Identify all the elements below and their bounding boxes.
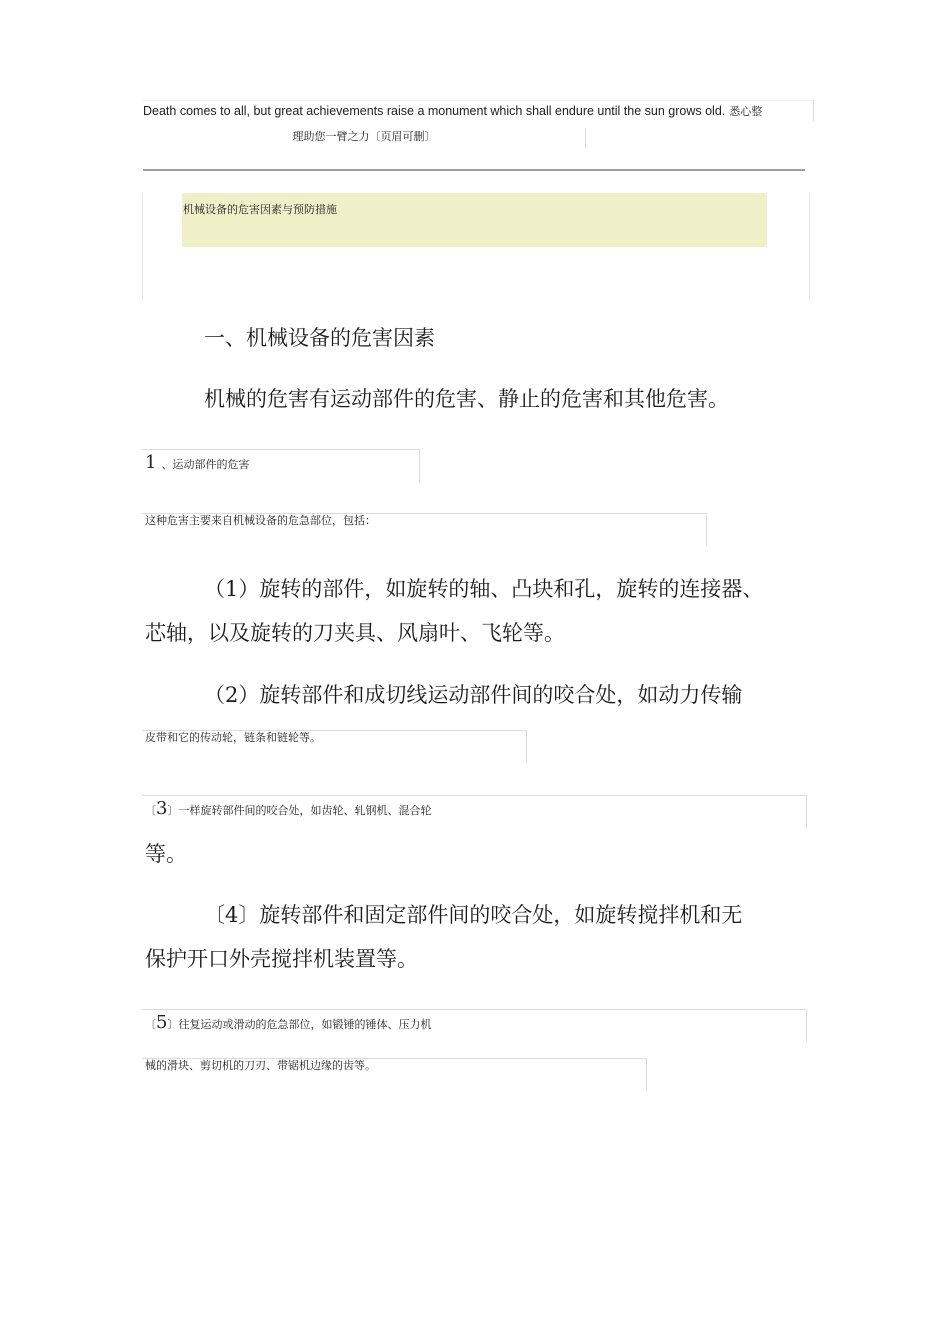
header-quote: Death comes to all, but great achievements raise a monument which shall endure until the sun grows old. [143,104,726,118]
section-heading: 一、机械设备的危害因素 [204,326,435,350]
item-5-open-bracket: 〔 [145,1018,156,1031]
page-header-line [143,100,814,121]
item-3-line-2: 等。 [145,842,187,866]
header-note-a: 悉心整 [729,105,763,118]
item-2-line-2: 皮带和它的传动轮，链条和链轮等。 [145,731,321,744]
title-highlight [182,193,767,247]
item-5-line-1 [145,1012,431,1033]
item-5-number: 5 [156,1012,168,1033]
item-3-line-1 [145,798,431,819]
sub-heading-label: 、运动部件的危害 [161,458,250,471]
item-3-number: 3 [156,798,168,819]
item-2-line-1: （2）旋转部件和成切线运动部件间的咬合处，如动力传输 [204,683,743,707]
item-3-text: 〕一样旋转部件间的咬合处，如齿轮、轧钢机、混合轮 [167,804,432,817]
doc-title: 机械设备的危害因素与预防措施 [183,203,337,216]
header-note-b: 理助您一臂之力〔页眉可删〕 [143,128,586,148]
sub-heading-number: 1 [145,452,157,473]
sub-heading [145,452,250,473]
item-3-open-bracket: 〔 [145,804,156,817]
sub-description: 这种危害主要来自机械设备的危急部位，包括： [145,514,376,527]
item-4-line-2: 保护开口外壳搅拌机装置等。 [145,947,418,971]
intro-paragraph: 机械的危害有运动部件的危害、静止的危害和其他危害。 [204,387,729,411]
item-1-line-1: （1）旋转的部件，如旋转的轴、凸块和孔，旋转的连接器、 [204,577,764,601]
item-4-line-1: 〔4〕旋转部件和固定部件间的咬合处，如旋转搅拌机和无 [204,903,743,927]
header-divider [143,169,805,171]
item-1-line-2: 芯轴，以及旋转的刀夹具、风扇叶、飞轮等。 [145,621,565,645]
item-5-line-2: 械的滑块、剪切机的刀刃、带锯机边缘的齿等。 [145,1059,376,1072]
item-5-text: 〕往复运动或滑动的危急部位，如锻锤的锤体、压力机 [167,1018,432,1031]
